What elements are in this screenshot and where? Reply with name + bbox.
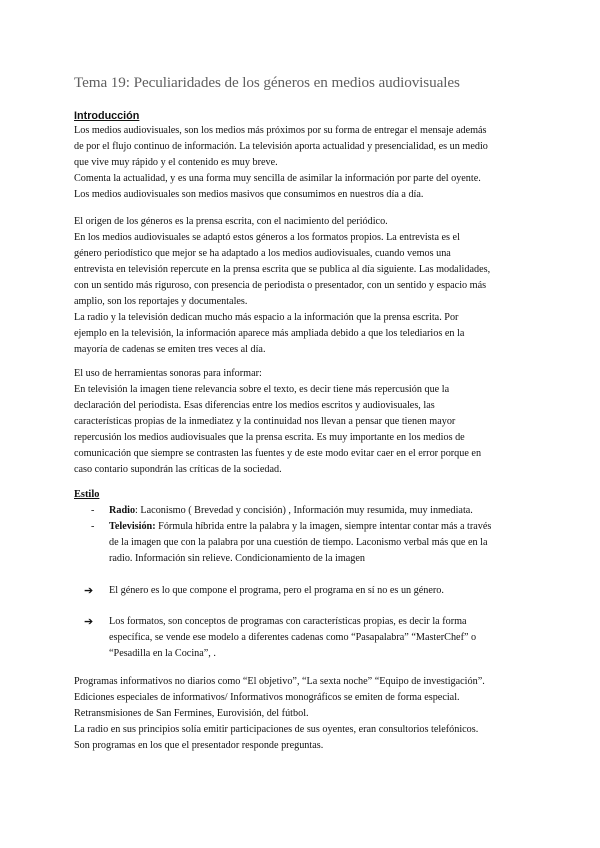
- text-line: Comenta la actualidad, y es una forma muy sencilla de asimilar la información por parte del oyente.: [74, 173, 481, 184]
- text-line: amplio, son los reportajes y documentales.: [74, 296, 248, 307]
- closing-paragraph: [74, 674, 544, 754]
- text-line: Los medios audiovisuales son medios masivos que consumimos en nuestros día a día.: [74, 189, 424, 200]
- text-line: que vive muy rápido y el contenido es muy breve.: [74, 157, 278, 168]
- text-line: ejemplo en la televisión, la información aparece más ampliada debido a que los telediarios en la: [74, 328, 465, 339]
- text-line: mayoría de cadenas se emiten tres veces al día.: [74, 344, 266, 355]
- intro-paragraph-3: [74, 366, 544, 478]
- text-line: repercusión los medios audiovisuales que la prensa escrita. Es muy importante en los medios de: [74, 432, 465, 443]
- text-line: Ediciones especiales de informativos/ Informativos monográficos se emiten de forma especial.: [74, 692, 460, 703]
- text-line: Los medios audiovisuales, son los medios más próximos por su forma de entregar el mensaje además: [74, 125, 487, 136]
- text-line: El género es lo que compone el programa, pero el programa en sí no es un género.: [109, 585, 444, 596]
- text-line: comunicación que siempre se contrasten las fuentes y de este modo evitar caer en el error porque en: [74, 448, 482, 459]
- intro-heading: Introducción: [74, 110, 140, 122]
- page-title: Tema 19: Peculiaridades de los géneros en medios audiovisuales: [74, 74, 460, 91]
- text-line: Programas informativos no diarios como “El objetivo”, “La sexta noche” “Equipo de investigación”.: [74, 676, 485, 687]
- text-line: Son programas en los que el presentador responde preguntas.: [74, 740, 324, 751]
- arrow-item-formatos: [74, 614, 544, 662]
- estilo-heading: Estilo: [74, 489, 100, 500]
- intro-paragraph-1: [74, 123, 544, 203]
- dash-bullet: -: [91, 521, 95, 532]
- text-line: con un sentido más riguroso, con presencia de periodista o presentador, con un sentido y espacio más: [74, 280, 487, 291]
- text-line: El uso de herramientas sonoras para informar:: [74, 368, 262, 379]
- text-line: características propias de la inmediatez y la continuidad nos llevan a pensar que tienen mayor: [74, 416, 456, 427]
- text-line: de por el flujo continuo de información. La televisión aporta actualidad y presencialidad, es un medio: [74, 141, 488, 152]
- arrow-item-genero: [74, 583, 544, 599]
- text-line: entrevista en televisión repercute en la prensa escrita que se publica al día siguiente. Las modalidades,: [74, 264, 491, 275]
- list-item-television: [74, 519, 544, 567]
- television-label: Televisión:: [109, 521, 156, 532]
- text-line: En los medios audiovisuales se adaptó estos géneros a los formatos propios. La entrevista es el: [74, 232, 460, 243]
- text-line: caso contario supondrán las críticas de la sociedad.: [74, 464, 282, 475]
- arrow-right-icon: ➔: [84, 616, 94, 628]
- text-line: Retransmisiones de San Fermines, Eurovisión, del fútbol.: [74, 708, 309, 719]
- text-line: declaración del periodista. Esas diferencias entre los medios escritos y audiovisuales, las: [74, 400, 435, 411]
- estilo-bullet-list: [74, 503, 544, 567]
- text-line: radio. Información sin relieve. Condicionamiento de la imagen: [109, 553, 366, 564]
- text-line: El origen de los géneros es la prensa escrita, con el nacimiento del periódico.: [74, 216, 388, 227]
- text-line: La radio y la televisión dedican mucho más espacio a la información que la prensa escrita. Por: [74, 312, 459, 323]
- dash-bullet: -: [91, 505, 95, 516]
- radio-text: : Laconismo ( Brevedad y concisión) , Información muy resumida, muy inmediata.: [135, 505, 473, 516]
- arrow-right-icon: ➔: [84, 585, 94, 597]
- radio-label: Radio: [109, 505, 136, 516]
- text-line: específica, se vende ese modelo a diferentes cadenas como “Pasapalabra” “MasterChef” o: [109, 632, 477, 643]
- text-line: “Pesadilla en la Cocina”, .: [109, 648, 216, 659]
- text-line: En televisión la imagen tiene relevancia sobre el texto, es decir tiene más repercusión que la: [74, 384, 450, 395]
- text-line: Fórmula híbrida entre la palabra y la imagen, siempre intentar contar más a través: [155, 521, 492, 532]
- list-item-radio: [74, 503, 544, 519]
- text-line: Los formatos, son conceptos de programas con características propias, es decir la forma: [109, 616, 467, 627]
- text-line: de la imagen que con la palabra por una cuestión de tiempo. Laconismo verbal más que en la: [109, 537, 488, 548]
- text-line: La radio en sus principios solía emitir participaciones de sus oyentes, eran consultorios telefónicos.: [74, 724, 479, 735]
- text-line: género periodístico que mejor se ha adaptado a los medios audiovisuales, cuando vemos una: [74, 248, 451, 259]
- intro-paragraph-2: [74, 214, 544, 358]
